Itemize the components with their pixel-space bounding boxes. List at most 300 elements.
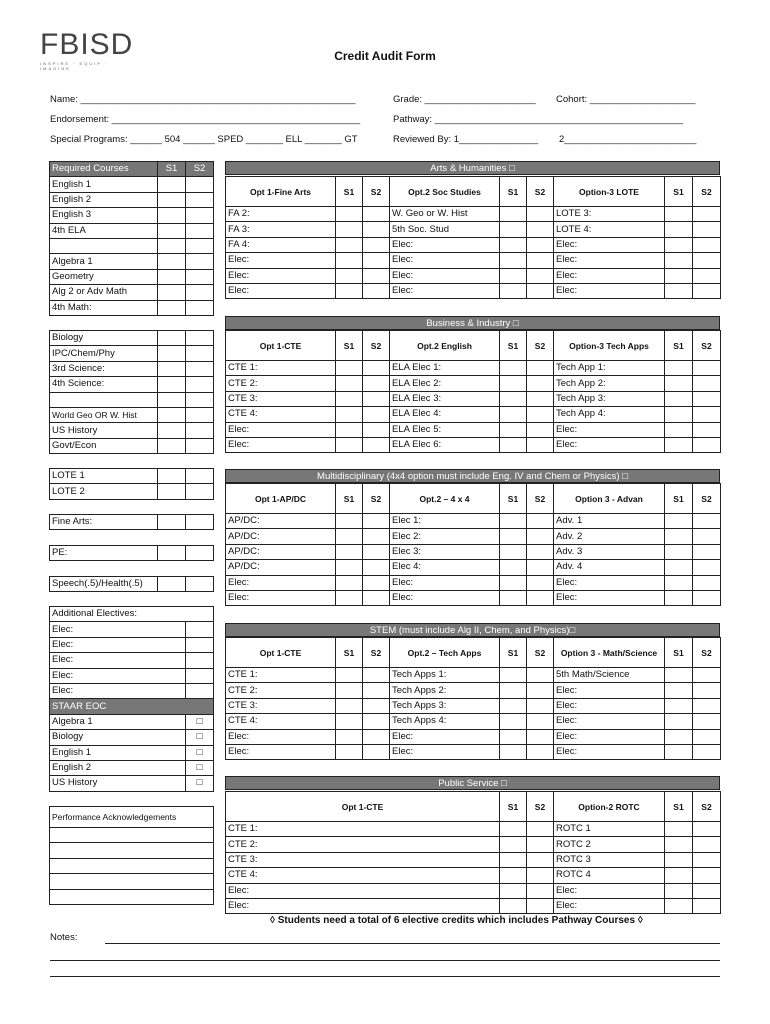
s2-cell[interactable]	[363, 207, 390, 222]
course-cell[interactable]: Elec:	[554, 283, 665, 298]
s1-cell[interactable]	[665, 529, 693, 544]
s2-cell[interactable]	[186, 331, 214, 346]
course-cell[interactable]: Tech App 2:	[554, 376, 665, 391]
course-cell[interactable]: Elec:	[226, 898, 500, 913]
staar-checkbox[interactable]: □	[186, 776, 214, 791]
s2-cell[interactable]	[186, 407, 214, 422]
s2-cell[interactable]	[527, 283, 554, 298]
s2-cell[interactable]	[527, 729, 554, 744]
s2-cell[interactable]	[527, 529, 554, 544]
s1-cell[interactable]	[665, 361, 693, 376]
business-industry-header[interactable]: Business & Industry □	[225, 316, 720, 330]
s-cell[interactable]	[186, 622, 214, 637]
s1-cell[interactable]	[158, 423, 186, 438]
s2-cell[interactable]	[363, 529, 390, 544]
course-cell[interactable]: CTE 4:	[226, 714, 336, 729]
course-cell[interactable]: CTE 3:	[226, 391, 336, 406]
s1-cell[interactable]	[336, 590, 363, 605]
course-cell[interactable]: Elec:	[390, 237, 500, 252]
course-cell[interactable]: Tech Apps 1:	[390, 668, 500, 683]
s1-cell[interactable]	[665, 514, 693, 529]
s2-cell[interactable]	[693, 683, 721, 698]
s1-cell[interactable]	[665, 544, 693, 559]
course-cell[interactable]: Elec:	[226, 590, 336, 605]
course-cell[interactable]: CTE 3:	[226, 852, 500, 867]
course-cell[interactable]: ROTC 4	[554, 868, 665, 883]
course-cell[interactable]: Elec:	[554, 898, 665, 913]
course-cell[interactable]: Elec:	[390, 575, 500, 590]
course-cell[interactable]: ROTC 1	[554, 822, 665, 837]
s1-cell[interactable]	[158, 469, 186, 484]
course-cell[interactable]: Elec:	[226, 744, 336, 759]
course-cell[interactable]: Elec:	[226, 283, 336, 298]
s2-cell[interactable]	[693, 837, 721, 852]
course-cell[interactable]: ELA Elec 1:	[390, 361, 500, 376]
staar-checkbox[interactable]: □	[186, 760, 214, 775]
staar-checkbox[interactable]: □	[186, 730, 214, 745]
s2-cell[interactable]	[363, 744, 390, 759]
course-cell[interactable]: AP/DC:	[226, 529, 336, 544]
course-cell[interactable]: Tech Apps 2:	[390, 683, 500, 698]
s1-cell[interactable]	[500, 544, 527, 559]
s2-cell[interactable]	[693, 898, 721, 913]
s1-cell[interactable]	[500, 422, 527, 437]
s1-cell[interactable]	[500, 268, 527, 283]
performance-row[interactable]	[50, 889, 214, 904]
s1-cell[interactable]	[665, 744, 693, 759]
course-cell[interactable]: CTE 4:	[226, 868, 500, 883]
s1-cell[interactable]	[500, 283, 527, 298]
s2-cell[interactable]	[693, 852, 721, 867]
s1-cell[interactable]	[500, 407, 527, 422]
s1-cell[interactable]	[158, 392, 186, 407]
s2-cell[interactable]	[527, 376, 554, 391]
s-cell[interactable]	[186, 683, 214, 698]
s2-cell[interactable]	[527, 391, 554, 406]
course-cell[interactable]: CTE 1:	[226, 361, 336, 376]
s2-cell[interactable]	[693, 544, 721, 559]
course-cell[interactable]: FA 4:	[226, 237, 336, 252]
course-cell[interactable]: ELA Elec 2:	[390, 376, 500, 391]
s1-cell[interactable]	[500, 898, 527, 913]
s1-cell[interactable]	[500, 529, 527, 544]
s1-cell[interactable]	[500, 237, 527, 252]
s1-cell[interactable]	[665, 590, 693, 605]
s2-cell[interactable]	[527, 668, 554, 683]
s2-cell[interactable]	[186, 361, 214, 376]
s1-cell[interactable]	[336, 407, 363, 422]
s2-cell[interactable]	[693, 437, 721, 452]
s1-cell[interactable]	[336, 283, 363, 298]
s1-cell[interactable]	[500, 683, 527, 698]
multidisciplinary-header[interactable]: Multidisciplinary (4x4 option must include Eng. IV and Chem or Physics) □	[225, 469, 720, 483]
s1-cell[interactable]	[158, 331, 186, 346]
s1-cell[interactable]	[665, 237, 693, 252]
s1-cell[interactable]	[665, 729, 693, 744]
course-cell[interactable]: Elec:	[554, 698, 665, 713]
endorsement-field[interactable]: Endorsement: _______________________________________________	[50, 114, 361, 125]
course-cell[interactable]: Elec:	[226, 883, 500, 898]
course-cell[interactable]: W. Geo or W. Hist	[390, 207, 500, 222]
s2-cell[interactable]	[693, 283, 721, 298]
s1-cell[interactable]	[336, 683, 363, 698]
public-service-header[interactable]: Public Service □	[225, 776, 720, 790]
s1-cell[interactable]	[500, 253, 527, 268]
s2-cell[interactable]	[527, 222, 554, 237]
course-cell[interactable]: CTE 2:	[226, 837, 500, 852]
s2-cell[interactable]	[527, 237, 554, 252]
course-cell[interactable]: ELA Elec 3:	[390, 391, 500, 406]
s2-cell[interactable]	[186, 223, 214, 238]
s1-cell[interactable]	[665, 683, 693, 698]
course-cell[interactable]: CTE 1:	[226, 822, 500, 837]
s2-cell[interactable]	[693, 237, 721, 252]
s2-cell[interactable]	[363, 729, 390, 744]
s1-cell[interactable]	[665, 222, 693, 237]
s2-cell[interactable]	[363, 253, 390, 268]
s2-cell[interactable]	[693, 422, 721, 437]
course-cell[interactable]: Elec:	[390, 590, 500, 605]
s1-cell[interactable]	[158, 192, 186, 207]
s2-cell[interactable]	[693, 391, 721, 406]
s2-cell[interactable]	[527, 514, 554, 529]
s2-cell[interactable]	[186, 238, 214, 253]
course-cell[interactable]: Elec 4:	[390, 560, 500, 575]
course-cell[interactable]: Elec:	[390, 268, 500, 283]
course-cell[interactable]: CTE 4:	[226, 407, 336, 422]
notes-line[interactable]	[105, 943, 720, 944]
s1-cell[interactable]	[158, 177, 186, 192]
course-cell[interactable]: Elec:	[554, 744, 665, 759]
performance-row[interactable]	[50, 858, 214, 873]
s2-cell[interactable]	[186, 577, 214, 592]
s-cell[interactable]	[186, 668, 214, 683]
s1-cell[interactable]	[500, 437, 527, 452]
s1-cell[interactable]	[500, 391, 527, 406]
s1-cell[interactable]	[500, 376, 527, 391]
s1-cell[interactable]	[665, 560, 693, 575]
s1-cell[interactable]	[500, 222, 527, 237]
s2-cell[interactable]	[186, 484, 214, 499]
s1-cell[interactable]	[158, 238, 186, 253]
s2-cell[interactable]	[186, 377, 214, 392]
course-cell[interactable]: Adv. 3	[554, 544, 665, 559]
s1-cell[interactable]	[336, 529, 363, 544]
special-programs-field[interactable]: Special Programs: ______ 504 ______ SPED _______ ELL _______ GT	[50, 134, 358, 145]
s1-cell[interactable]	[665, 883, 693, 898]
s1-cell[interactable]	[500, 744, 527, 759]
s2-cell[interactable]	[363, 683, 390, 698]
course-cell[interactable]: FA 3:	[226, 222, 336, 237]
course-cell[interactable]: ELA Elec 6:	[390, 437, 500, 452]
s-cell[interactable]	[186, 637, 214, 652]
s1-cell[interactable]	[665, 391, 693, 406]
course-cell[interactable]: CTE 3:	[226, 698, 336, 713]
course-cell[interactable]: LOTE 4:	[554, 222, 665, 237]
s2-cell[interactable]	[693, 207, 721, 222]
s2-cell[interactable]	[363, 698, 390, 713]
s2-cell[interactable]	[186, 392, 214, 407]
course-cell[interactable]: Elec 3:	[390, 544, 500, 559]
s2-cell[interactable]	[363, 544, 390, 559]
s2-cell[interactable]	[527, 407, 554, 422]
course-cell[interactable]: Elec:	[554, 683, 665, 698]
s2-cell[interactable]	[363, 590, 390, 605]
s1-cell[interactable]	[665, 376, 693, 391]
s2-cell[interactable]	[527, 822, 554, 837]
s1-cell[interactable]	[500, 852, 527, 867]
s2-cell[interactable]	[363, 422, 390, 437]
s2-cell[interactable]	[693, 253, 721, 268]
course-cell[interactable]: Elec:	[554, 590, 665, 605]
s1-cell[interactable]	[336, 729, 363, 744]
s1-cell[interactable]	[336, 437, 363, 452]
s1-cell[interactable]	[158, 515, 186, 530]
course-cell[interactable]: ELA Elec 4:	[390, 407, 500, 422]
s2-cell[interactable]	[693, 822, 721, 837]
course-cell[interactable]: AP/DC:	[226, 560, 336, 575]
s1-cell[interactable]	[336, 422, 363, 437]
course-cell[interactable]: Elec:	[226, 729, 336, 744]
s1-cell[interactable]	[336, 391, 363, 406]
s2-cell[interactable]	[527, 207, 554, 222]
course-cell[interactable]: Elec:	[554, 268, 665, 283]
course-cell[interactable]: Elec:	[554, 422, 665, 437]
course-cell[interactable]: Tech App 4:	[554, 407, 665, 422]
course-cell[interactable]: Elec:	[226, 253, 336, 268]
s1-cell[interactable]	[665, 837, 693, 852]
course-cell[interactable]: Elec:	[390, 253, 500, 268]
s1-cell[interactable]	[158, 546, 186, 561]
course-cell[interactable]: 5th Soc. Stud	[390, 222, 500, 237]
course-cell[interactable]: Elec:	[226, 437, 336, 452]
s2-cell[interactable]	[363, 361, 390, 376]
s2-cell[interactable]	[693, 744, 721, 759]
s1-cell[interactable]	[500, 361, 527, 376]
s1-cell[interactable]	[336, 376, 363, 391]
course-cell[interactable]: CTE 1:	[226, 668, 336, 683]
s1-cell[interactable]	[336, 744, 363, 759]
s2-cell[interactable]	[186, 438, 214, 453]
s1-cell[interactable]	[665, 407, 693, 422]
course-cell[interactable]: ELA Elec 5:	[390, 422, 500, 437]
s2-cell[interactable]	[363, 514, 390, 529]
s1-cell[interactable]	[336, 207, 363, 222]
s1-cell[interactable]	[665, 268, 693, 283]
s1-cell[interactable]	[336, 698, 363, 713]
s2-cell[interactable]	[363, 668, 390, 683]
cohort-field[interactable]: Cohort: ____________________	[556, 94, 696, 105]
course-cell[interactable]: CTE 2:	[226, 376, 336, 391]
course-cell[interactable]: Elec:	[390, 744, 500, 759]
course-cell[interactable]: Elec:	[554, 437, 665, 452]
stem-header[interactable]: STEM (must include Alg II, Chem, and Physics)□	[225, 623, 720, 637]
s2-cell[interactable]	[527, 253, 554, 268]
course-cell[interactable]: FA 2:	[226, 207, 336, 222]
s1-cell[interactable]	[336, 268, 363, 283]
s2-cell[interactable]	[363, 237, 390, 252]
course-cell[interactable]: Elec:	[554, 237, 665, 252]
pathway-field[interactable]: Pathway: _______________________________________________	[393, 114, 684, 125]
s2-cell[interactable]	[363, 376, 390, 391]
s1-cell[interactable]	[336, 544, 363, 559]
s2-cell[interactable]	[363, 560, 390, 575]
s1-cell[interactable]	[336, 668, 363, 683]
reviewed-by-2-field[interactable]: 2_________________________	[559, 134, 697, 145]
course-cell[interactable]: Elec:	[226, 422, 336, 437]
s-cell[interactable]	[186, 653, 214, 668]
s2-cell[interactable]	[363, 283, 390, 298]
s2-cell[interactable]	[527, 268, 554, 283]
course-cell[interactable]: Elec:	[554, 714, 665, 729]
s1-cell[interactable]	[500, 514, 527, 529]
s2-cell[interactable]	[693, 729, 721, 744]
s2-cell[interactable]	[693, 714, 721, 729]
s1-cell[interactable]	[665, 437, 693, 452]
s2-cell[interactable]	[186, 177, 214, 192]
s2-cell[interactable]	[693, 407, 721, 422]
s1-cell[interactable]	[665, 822, 693, 837]
s1-cell[interactable]	[500, 883, 527, 898]
s1-cell[interactable]	[500, 868, 527, 883]
s2-cell[interactable]	[527, 422, 554, 437]
s1-cell[interactable]	[500, 668, 527, 683]
s1-cell[interactable]	[500, 590, 527, 605]
s1-cell[interactable]	[158, 361, 186, 376]
s1-cell[interactable]	[665, 575, 693, 590]
s1-cell[interactable]	[665, 253, 693, 268]
s2-cell[interactable]	[527, 698, 554, 713]
s2-cell[interactable]	[186, 269, 214, 284]
s1-cell[interactable]	[665, 698, 693, 713]
s1-cell[interactable]	[336, 253, 363, 268]
course-cell[interactable]: Elec:	[226, 575, 336, 590]
s1-cell[interactable]	[500, 698, 527, 713]
s2-cell[interactable]	[693, 590, 721, 605]
s1-cell[interactable]	[665, 852, 693, 867]
s2-cell[interactable]	[186, 300, 214, 315]
course-cell[interactable]: Adv. 1	[554, 514, 665, 529]
s2-cell[interactable]	[527, 868, 554, 883]
s2-cell[interactable]	[186, 254, 214, 269]
s1-cell[interactable]	[665, 714, 693, 729]
s1-cell[interactable]	[665, 283, 693, 298]
s2-cell[interactable]	[186, 285, 214, 300]
s2-cell[interactable]	[186, 192, 214, 207]
s2-cell[interactable]	[527, 898, 554, 913]
course-cell[interactable]: Elec:	[390, 283, 500, 298]
s2-cell[interactable]	[527, 544, 554, 559]
s1-cell[interactable]	[500, 714, 527, 729]
course-cell[interactable]: AP/DC:	[226, 544, 336, 559]
course-cell[interactable]: Adv. 2	[554, 529, 665, 544]
s2-cell[interactable]	[186, 469, 214, 484]
s1-cell[interactable]	[158, 438, 186, 453]
s2-cell[interactable]	[527, 852, 554, 867]
course-cell[interactable]: ROTC 3	[554, 852, 665, 867]
course-cell[interactable]: 5th Math/Science	[554, 668, 665, 683]
staar-checkbox[interactable]: □	[186, 745, 214, 760]
s2-cell[interactable]	[527, 837, 554, 852]
s2-cell[interactable]	[693, 560, 721, 575]
s2-cell[interactable]	[693, 575, 721, 590]
course-cell[interactable]: ROTC 2	[554, 837, 665, 852]
s1-cell[interactable]	[158, 269, 186, 284]
s2-cell[interactable]	[693, 376, 721, 391]
s1-cell[interactable]	[336, 575, 363, 590]
s2-cell[interactable]	[527, 683, 554, 698]
grade-field[interactable]: Grade: _____________________	[393, 94, 536, 105]
course-cell[interactable]: Elec:	[554, 575, 665, 590]
s2-cell[interactable]	[693, 222, 721, 237]
s1-cell[interactable]	[500, 822, 527, 837]
s1-cell[interactable]	[665, 207, 693, 222]
performance-row[interactable]	[50, 843, 214, 858]
course-cell[interactable]: Elec:	[226, 268, 336, 283]
s2-cell[interactable]	[527, 744, 554, 759]
course-cell[interactable]: AP/DC:	[226, 514, 336, 529]
notes-line[interactable]	[50, 976, 720, 977]
s1-cell[interactable]	[336, 514, 363, 529]
course-cell[interactable]: Elec:	[554, 253, 665, 268]
s2-cell[interactable]	[363, 437, 390, 452]
s1-cell[interactable]	[500, 837, 527, 852]
s2-cell[interactable]	[527, 361, 554, 376]
course-cell[interactable]: Elec:	[554, 729, 665, 744]
s1-cell[interactable]	[665, 668, 693, 683]
s2-cell[interactable]	[527, 590, 554, 605]
s2-cell[interactable]	[363, 391, 390, 406]
performance-row[interactable]	[50, 874, 214, 889]
s2-cell[interactable]	[363, 407, 390, 422]
s1-cell[interactable]	[336, 222, 363, 237]
s1-cell[interactable]	[158, 407, 186, 422]
s2-cell[interactable]	[186, 546, 214, 561]
s1-cell[interactable]	[158, 346, 186, 361]
s1-cell[interactable]	[500, 575, 527, 590]
s2-cell[interactable]	[693, 268, 721, 283]
performance-row[interactable]	[50, 828, 214, 843]
s1-cell[interactable]	[665, 898, 693, 913]
course-cell[interactable]: CTE 2:	[226, 683, 336, 698]
course-cell[interactable]: Elec:	[554, 883, 665, 898]
s2-cell[interactable]	[693, 883, 721, 898]
course-cell[interactable]: Elec 2:	[390, 529, 500, 544]
s2-cell[interactable]	[527, 575, 554, 590]
s2-cell[interactable]	[693, 698, 721, 713]
s1-cell[interactable]	[158, 223, 186, 238]
s2-cell[interactable]	[363, 268, 390, 283]
s2-cell[interactable]	[527, 714, 554, 729]
s2-cell[interactable]	[186, 515, 214, 530]
s2-cell[interactable]	[363, 222, 390, 237]
s1-cell[interactable]	[665, 422, 693, 437]
s2-cell[interactable]	[363, 575, 390, 590]
s2-cell[interactable]	[186, 423, 214, 438]
s1-cell[interactable]	[500, 207, 527, 222]
s1-cell[interactable]	[665, 868, 693, 883]
s2-cell[interactable]	[186, 208, 214, 223]
s1-cell[interactable]	[336, 237, 363, 252]
notes-line[interactable]	[50, 960, 720, 961]
s2-cell[interactable]	[693, 868, 721, 883]
s1-cell[interactable]	[500, 729, 527, 744]
s1-cell[interactable]	[158, 285, 186, 300]
s1-cell[interactable]	[336, 560, 363, 575]
s1-cell[interactable]	[158, 577, 186, 592]
s2-cell[interactable]	[363, 714, 390, 729]
course-cell[interactable]: Tech App 3:	[554, 391, 665, 406]
